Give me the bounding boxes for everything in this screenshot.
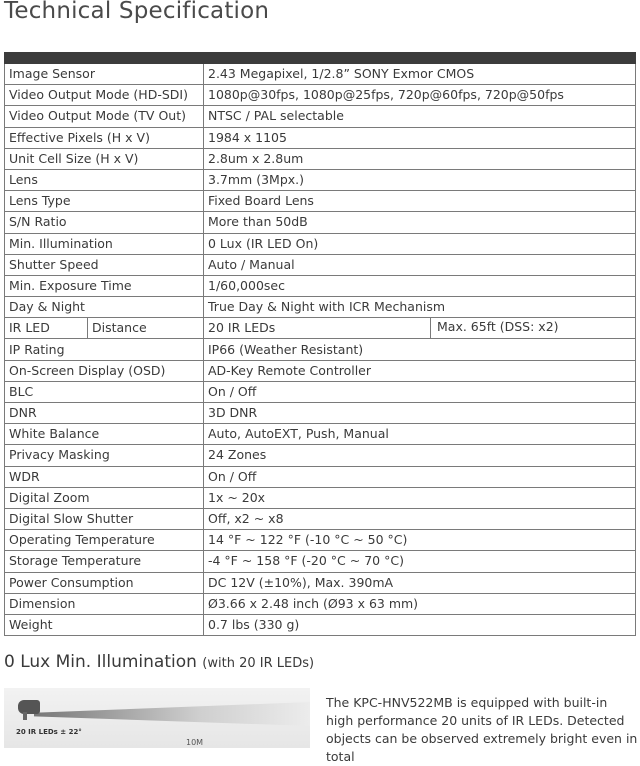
spec-label: Digital Slow Shutter bbox=[5, 508, 204, 529]
spec-label: Power Consumption bbox=[5, 572, 204, 593]
spec-value: On / Off bbox=[204, 381, 636, 402]
ir-max-distance: Max. 65ft (DSS: x2) bbox=[430, 318, 559, 339]
table-row bbox=[5, 445, 636, 466]
spec-value: Auto, AutoEXT, Push, Manual bbox=[204, 424, 636, 445]
spec-label: Operating Temperature bbox=[5, 530, 204, 551]
ir-label: 20 IR LEDs ± 22° bbox=[16, 728, 82, 736]
spec-label: Min. Exposure Time bbox=[5, 275, 204, 296]
spec-value: 1080p@30fps, 1080p@25fps, 720p@60fps, 720p@50fps bbox=[204, 85, 636, 106]
ir-led-cell bbox=[5, 318, 204, 339]
spec-label: BLC bbox=[5, 381, 204, 402]
spec-label: White Balance bbox=[5, 424, 204, 445]
spec-label: Video Output Mode (TV Out) bbox=[5, 106, 204, 127]
table-row bbox=[5, 360, 636, 381]
spec-value: True Day & Night with ICR Mechanism bbox=[204, 297, 636, 318]
section-title-main: 0 Lux Min. Illumination bbox=[4, 652, 197, 672]
spec-value: 2.43 Megapixel, 1/2.8” SONY Exmor CMOS bbox=[204, 64, 636, 85]
spec-label: Digital Zoom bbox=[5, 487, 204, 508]
spec-value: 1x ~ 20x bbox=[204, 487, 636, 508]
description-text: The KPC-HNV522MB is equipped with built-in high performance 20 units of IR LEDs. Detected objects can be observed extremely bright even in total bbox=[326, 695, 638, 764]
distance-label: 10M bbox=[186, 738, 204, 747]
spec-value: 0.7 lbs (330 g) bbox=[204, 614, 636, 635]
spec-value: DC 12V (±10%), Max. 390mA bbox=[204, 572, 636, 593]
spec-value: 3.7mm (3Mpx.) bbox=[204, 169, 636, 190]
table-row bbox=[5, 424, 636, 445]
spec-label: Dimension bbox=[5, 593, 204, 614]
table-row bbox=[5, 233, 636, 254]
spec-label: S/N Ratio bbox=[5, 212, 204, 233]
spec-value: 1/60,000sec bbox=[204, 275, 636, 296]
ir-illustration bbox=[4, 688, 310, 748]
spec-table bbox=[4, 52, 636, 636]
spec-value: IP66 (Weather Resistant) bbox=[204, 339, 636, 360]
camera-mount bbox=[23, 712, 27, 720]
ir-distance-label: Distance bbox=[92, 320, 147, 336]
spec-value: More than 50dB bbox=[204, 212, 636, 233]
table-row bbox=[5, 148, 636, 169]
spec-value: 1984 x 1105 bbox=[204, 127, 636, 148]
table-row bbox=[5, 106, 636, 127]
table-row bbox=[5, 614, 636, 635]
spec-value: -4 °F ~ 158 °F (-20 °C ~ 70 °C) bbox=[204, 551, 636, 572]
table-row bbox=[5, 212, 636, 233]
spec-value: 24 Zones bbox=[204, 445, 636, 466]
spec-label: Weight bbox=[5, 614, 204, 635]
spec-label: Lens Type bbox=[5, 191, 204, 212]
spec-label: DNR bbox=[5, 403, 204, 424]
spec-label: Day & Night bbox=[5, 297, 204, 318]
table-row bbox=[5, 381, 636, 402]
table-row-ir-led bbox=[5, 318, 636, 339]
spec-label: IP Rating bbox=[5, 339, 204, 360]
ir-value: 20 IR LEDs bbox=[208, 320, 276, 336]
table-row bbox=[5, 530, 636, 551]
spec-value: AD-Key Remote Controller bbox=[204, 360, 636, 381]
table-row bbox=[5, 593, 636, 614]
table-row bbox=[5, 275, 636, 296]
spec-value: Fixed Board Lens bbox=[204, 191, 636, 212]
page-title: Technical Specification bbox=[4, 0, 270, 24]
ir-beam bbox=[34, 702, 310, 726]
table-row bbox=[5, 403, 636, 424]
spec-value: NTSC / PAL selectable bbox=[204, 106, 636, 127]
spec-value: Auto / Manual bbox=[204, 254, 636, 275]
spec-label: On-Screen Display (OSD) bbox=[5, 360, 204, 381]
spec-label: Storage Temperature bbox=[5, 551, 204, 572]
spec-label: Privacy Masking bbox=[5, 445, 204, 466]
spec-value: 3D DNR bbox=[204, 403, 636, 424]
table-header-bar bbox=[5, 53, 636, 64]
table-row bbox=[5, 466, 636, 487]
spec-label: Min. Illumination bbox=[5, 233, 204, 254]
spec-label: Effective Pixels (H x V) bbox=[5, 127, 204, 148]
spec-value: Off, x2 ~ x8 bbox=[204, 508, 636, 529]
table-row bbox=[5, 127, 636, 148]
spec-label: WDR bbox=[5, 466, 204, 487]
spec-value: Ø3.66 x 2.48 inch (Ø93 x 63 mm) bbox=[204, 593, 636, 614]
camera-icon bbox=[18, 700, 40, 714]
table-row bbox=[5, 339, 636, 360]
table-row bbox=[5, 487, 636, 508]
spec-value: 14 °F ~ 122 °F (-10 °C ~ 50 °C) bbox=[204, 530, 636, 551]
spec-label: Shutter Speed bbox=[5, 254, 204, 275]
spec-value: On / Off bbox=[204, 466, 636, 487]
table-row bbox=[5, 551, 636, 572]
section-subtitle: (with 20 IR LEDs) bbox=[202, 656, 315, 671]
table-row bbox=[5, 297, 636, 318]
table-row bbox=[5, 85, 636, 106]
ir-led-label: IR LED bbox=[9, 318, 88, 339]
table-row bbox=[5, 169, 636, 190]
table-row bbox=[5, 508, 636, 529]
ir-value-cell bbox=[204, 318, 636, 339]
spec-label: Image Sensor bbox=[5, 64, 204, 85]
spec-label: Lens bbox=[5, 169, 204, 190]
spec-label: Video Output Mode (HD-SDI) bbox=[5, 85, 204, 106]
table-row bbox=[5, 191, 636, 212]
table-row bbox=[5, 254, 636, 275]
section-title bbox=[4, 652, 314, 672]
spec-value: 2.8um x 2.8um bbox=[204, 148, 636, 169]
spec-value: 0 Lux (IR LED On) bbox=[204, 233, 636, 254]
table-row bbox=[5, 64, 636, 85]
table-row bbox=[5, 572, 636, 593]
spec-label: Unit Cell Size (H x V) bbox=[5, 148, 204, 169]
